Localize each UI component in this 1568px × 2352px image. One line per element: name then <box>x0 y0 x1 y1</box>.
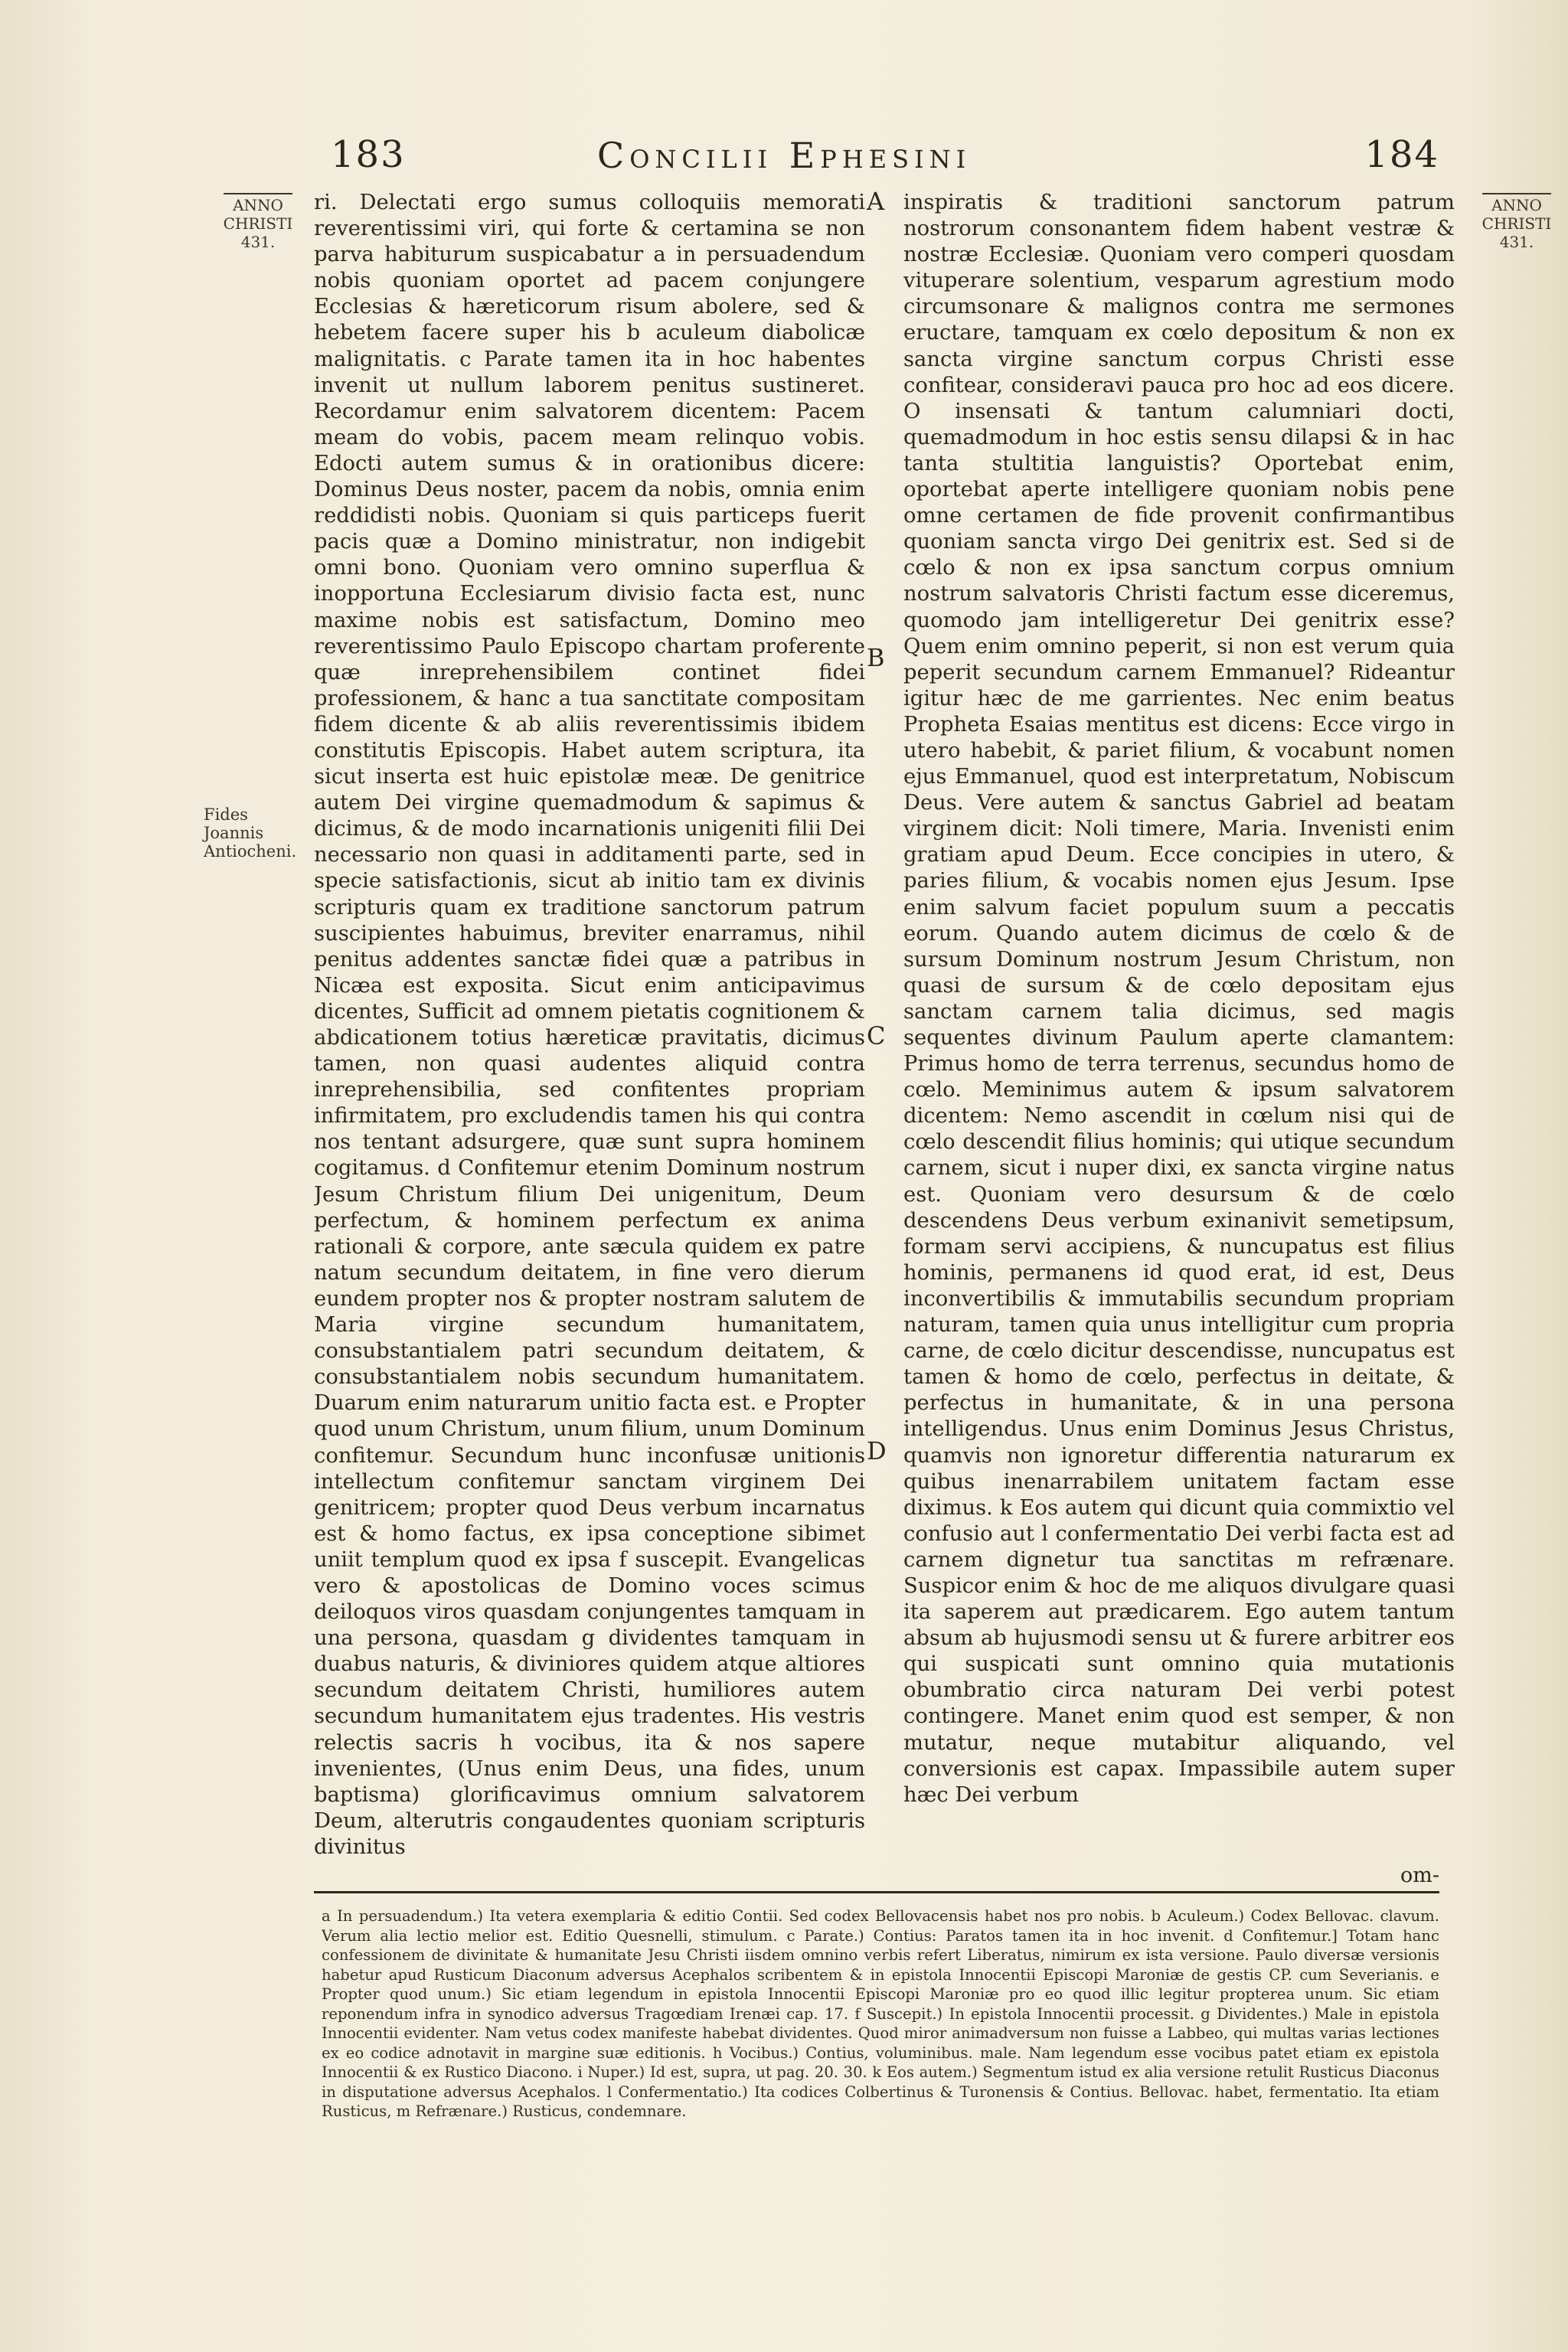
catchword: om- <box>1400 1864 1439 1887</box>
margin-rule <box>224 193 292 194</box>
column-text: ri. Delectati ergo sumus colloquiis memorati reverentissimi viri, qui forte & certamina se non parva habiturum suspicabatur a in persuadendum nobis quoniam oportet ad pacem conjungere Ecclesias & hæreticorum risum abolere, sed & hebetem facere super his b aculeum diabolicæ malignitatis. c Parate tamen ita in hoc habentes invenit ut nullum laborem penitus sustineret. Recordamur enim salvatorem dicentem: Pacem meam do vobis, pacem meam relinquo vobis. Edocti autem sumus & in orationibus dicere: Dominus Deus noster, pacem da nobis, omnia enim reddidisti nobis. Quoniam si quis particeps fuerit pacis quæ a Domino ministratur, non indigebit omni bono. Quoniam vero omnino superflua & inopportuna Ecclesiarum divisio facta est, nunc maxime nobis est satisfactum, Domino meo reverentissimo Paulo Episcopo chartam proferente quæ inreprehensibilem continet fidei professionem, & hanc a tua sanctitate compositam fidem dicente & ab aliis reverentissimis ibidem constitutis Episcopis. Habet autem scriptura, ita sicut inserta est huic epistolæ meæ. De genitrice autem Dei virgine quemadmodum & sapimus & dicimus, & de modo incarnationis unigeniti filii Dei necessario non quasi in additamenti parte, sed in specie satisfactionis, sicut ab initio tam ex divinis scripturis quam ex traditione sanctorum patrum suscipientes habuimus, breviter enarramus, nihil penitus addentes sanctæ fidei quæ a patribus in Nicæa est exposita. Sicut enim anticipavimus dicentes, Sufficit ad omnem pietatis cognitionem & abdicationem totius hæreticæ pravitatis, dicimus tamen, non quasi audentes aliquid contra inreprehensibilia, sed confitentes propriam infirmitatem, pro excludendis tamen his qui contra nos tentant adsurgere, quæ sunt supra hominem cogitamus. d Confitemur etenim Dominum nostrum Jesum Christum filium Dei unigenitum, Deum perfectum, & hominem perfectum ex anima rationali & corpore, ante sæcula quidem ex patre natum secundum deitatem, in fine vero dierum eundem propter nos & propter nostram salutem de Maria virgine secundum humanitatem, consubstantialem patri secundum deitatem, & consubstantialem nobis secundum humanitatem. Duarum enim naturarum unitio facta est. e Propter quod unum Christum, unum filium, unum Dominum confitemur. Secundum hunc inconfusæ unitionis intellectum confitemur sanctam virginem Dei genitricem; propter quod Deus verbum incarnatus est & homo factus, ex ipsa conceptione sibimet uniit templum quod ex ipsa f suscepit. Evangelicas vero & apostolicas de Domino voces scimus deiloquos viros quasdam conjungentes tamquam in una persona, quasdam g dividentes tamquam in duabus naturis, & diviniores quidem atque altiores secundum deitatem Christi, humiliores autem secundum humanitatem ejus tradentes. His vestris relectis sacris h vocibus, ita & nos sapere invenientes, (Unus enim Deus, una fides, unum baptisma) glorificavimus omnium salvatorem Deum, alterutris congaudentes quoniam scripturis divinitus <box>314 191 865 1859</box>
footnotes <box>322 1906 1439 2259</box>
year-label: 431. <box>1499 233 1534 251</box>
anno-label: ANNO <box>233 196 283 214</box>
page-number-left: 183 <box>331 133 406 176</box>
page-number-right: 184 <box>1364 133 1439 176</box>
running-title: Concilii Ephesini <box>597 135 972 176</box>
margin-note-fides: Fides Joannis Antiocheni. <box>204 805 297 861</box>
section-letter-c: C <box>867 1021 886 1050</box>
year-label: 431. <box>240 233 276 251</box>
margin-anno-left <box>201 193 315 251</box>
margin-anno-right <box>1467 193 1566 251</box>
margin-rule <box>1482 193 1551 194</box>
christi-label: CHRISTI <box>1481 214 1552 233</box>
anno-label: ANNO <box>1491 196 1542 214</box>
text-column-right <box>903 190 1455 1885</box>
section-letter-a: A <box>867 187 885 216</box>
section-letter-d: D <box>867 1436 887 1465</box>
section-letter-b: B <box>867 643 885 672</box>
footnote-text: a In persuadendum.) Ita vetera exemplaria & editio Contii. Sed codex Bellovacensis habet nos pro nobis. b Aculeum.) Codex Bellovac. clavum. Verum alia lectio melior est. Editio Quesnelli, stimulum. c Parate.) Contius: Paratos tamen ita in hoc invenit. d Confitemur.] Totam hanc confessionem de divinitate & humanitate Jesu Christi iisdem omnino verbis refert Liberatus, nimirum ex ista versione. Paulo diversæ versionis habetur apud Rusticum Diaconum adversus Acephalos scribentem & in epistola Innocentii Episcopi Maroniæ de gestis CP. cum Severianis. e Propter quod unum.) Sic etiam legendum in epistola Innocentii Episcopi Maroniæ pro eo quod illic legitur propterea unum. Sic etiam reponendum infra in synodico adversus Tragœdiam Irenæi cap. 17. f Suscepit.) In epistola Innocentii processit. g Dividentes.) Male in epistola Innocentii evidenter. Nam vetus codex manifeste habebat dividentes. Quod miror animadversum non fuisse a Labbeo, qui multas varias lectiones ex eo codice adnotavit in margine suæ editionis. h Vocibus.) Contius, voluminibus. male. Nam legendum esse vocibus patet etiam ex epistola Innocentii & ex Rustico Diacono. i Nuper.) Id est, supra, ut pag. 20. 30. k Eos autem.) Segmentum istud ex alia versione retulit Rusticus Diaconus in disputatione adversus Acephalos. l Confermentatio.) Ita codices Colbertinus & Turonensis & Contius. Bellovac. habet, fermentatio. Ita etiam Rusticus, m Refrænare.) Rusticus, condemnare. <box>322 1907 1439 2120</box>
text-column-left <box>314 190 865 1885</box>
christi-label: CHRISTI <box>223 214 293 233</box>
footnote-rule <box>314 1891 1439 1893</box>
page-header <box>314 129 1439 182</box>
column-text: inspiratis & traditioni sanctorum patrum nostrorum consonantem fidem habent vestræ & nostræ Ecclesiæ. Quoniam vero comperi quosdam vituperare solentium, vesparum agrestium modo circumsonare & malignos contra me sermones eructare, tamquam ex cœlo depositum & non ex sancta virgine sanctum corpus Christi esse confitear, consideravi pauca pro hoc ad eos dicere. O insensati & tantum calumniari docti, quemadmodum in hoc estis sensu dilapsi & in hac tanta stultitia languistis? Oportebat enim, oportebat aperte intelligere quoniam nobis pene omne certamen de fide provenit confirmantibus quoniam sancta virgo Dei genitrix est. Sed si de cœlo & non ex ipsa sanctum corpus omnium nostrum salvatoris Christi factum esse diceremus, quomodo jam intelligeretur Dei genitrix esse? Quem enim omnino peperit, si non est verum quia peperit secundum carnem Emmanuel? Rideantur igitur hæc de me garrientes. Nec enim beatus Propheta Esaias mentitus est dicens: Ecce virgo in utero habebit, & pariet filium, & vocabunt nomen ejus Emmanuel, quod est interpretatum, Nobiscum Deus. Vere autem & sanctus Gabriel ad beatam virginem dicit: Noli timere, Maria. Invenisti enim gratiam apud Deum. Ecce concipies in utero, & paries filium, & vocabis nomen ejus Jesum. Ipse enim salvum faciet populum suum a peccatis eorum. Quando autem dicimus de cœlo & de sursum Dominum nostrum Jesum Christum, non quasi de sursum & de cœlo depositam ejus sanctam carnem talia dicimus, sed magis sequentes divinum Paulum aperte clamantem: Primus homo de terra terrenus, secundus homo de cœlo. Meminimus autem & ipsum salvatorem dicentem: Nemo ascendit in cœlum nisi qui de cœlo descendit filius hominis; qui utique secundum carnem, sicut i nuper dixi, ex sancta virgine natus est. Quoniam vero desursum & de cœlo descendens Deus verbum exinanivit semetipsum, formam servi accipiens, & nuncupatus est filius hominis, permanens id quod erat, id est, Deus inconvertibilis & immutabilis secundum propriam naturam, tamen quia unus intelligitur cum propria carne, de cœlo dicitur descendisse, nuncupatus est tamen & homo de cœlo, perfectus in deitate, & perfectus in humanitate, & in una persona intelligendus. Unus enim Dominus Jesus Christus, quamvis non ignoretur differentia naturarum ex quibus inenarrabilem unitatem factam esse diximus. k Eos autem qui dicunt quia commixtio vel confusio aut l confermentatio Dei verbi facta est ad carnem dignetur tua sanctitas m refrænare. Suspicor enim & hoc de me aliquos divulgare quasi ita saperem aut prædicarem. Ego autem tantum absum ab hujusmodi sensu ut & furere arbitrer eos qui suspicati sunt omnino quia mutationis obumbratio circa naturam Dei verbi potest contingere. Manet enim quod est semper, & non mutatur, neque mutabitur aliquando, vel conversionis est capax. Impassibile autem super hæc Dei verbum <box>903 191 1455 1807</box>
